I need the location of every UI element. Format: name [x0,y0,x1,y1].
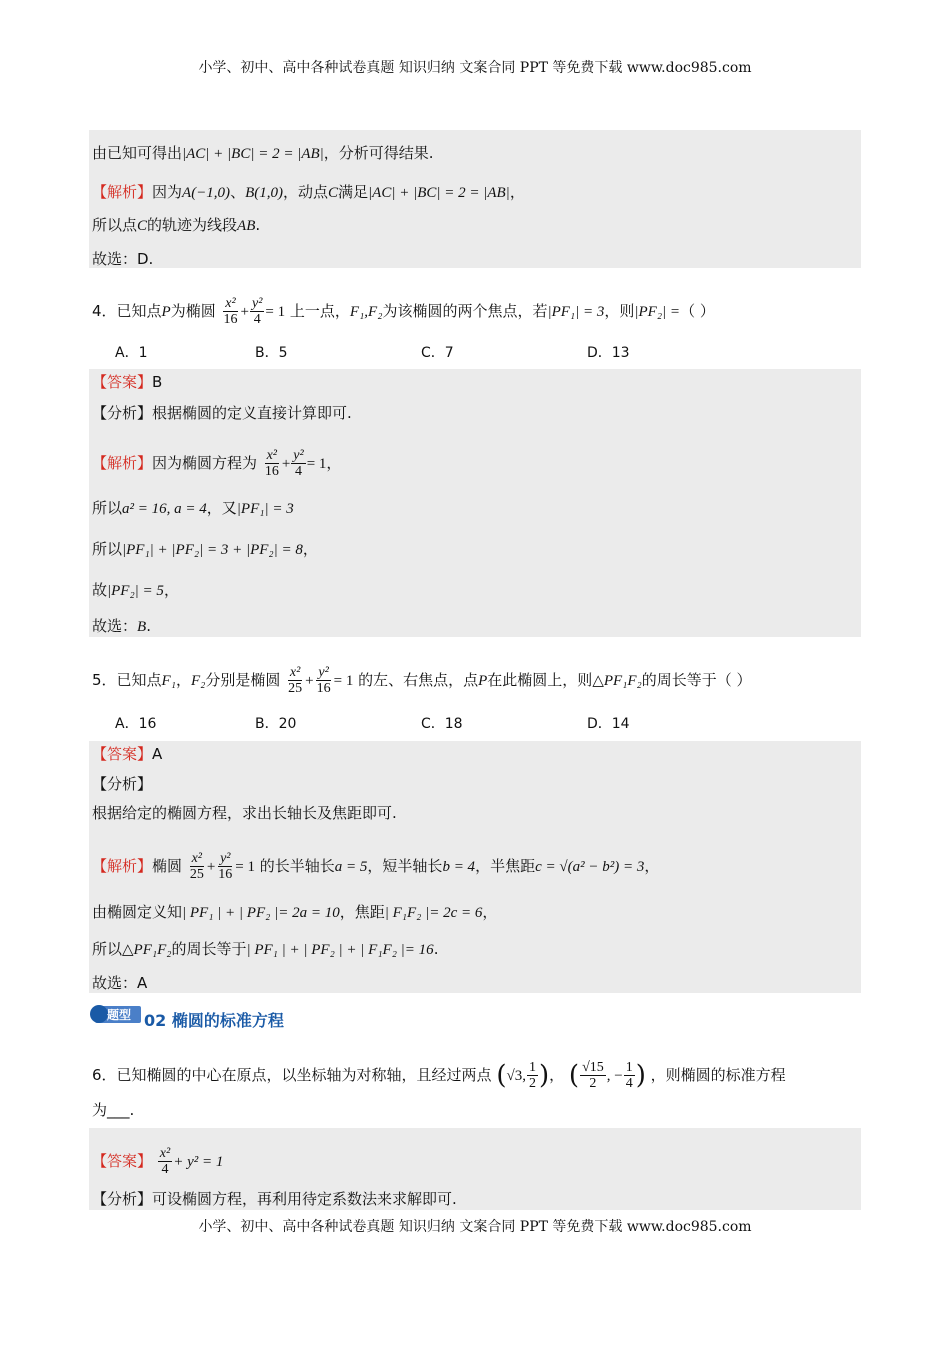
q6-stem-line1: 6．已知椭圆的中心在原点，以坐标轴为对称轴，且经过两点 (√3, $\frac{1}{2}$ )， ( $\frac{√15}{2}$ , − $\frac{1}{4}$ ) ，则椭圆的标准方程 [92,1060,786,1091]
q4-jiexi-line3: 所以|PF₁| + |PF₂| = 3 + |PF₂| = 8， [92,540,318,558]
answer-label: 【答案】 [92,373,153,391]
q5-stem: 5．已知点F₁，F₂分别是椭圆 $\frac{\text{x²}}{25}$ + $\frac{\text{y²}}{16}$ = 1 的左、右焦点，点P在此椭圆上，则△PF₁F₂的周长等于（ ） [92,665,752,696]
answer-label: 【答案】 [92,745,153,763]
q3-jiexi-line: 【解析】因为A(−1,0)、B(1,0)，动点C满足|AC| + |BC| = 2 = |AB|， [92,183,525,201]
q5-jiexi-line3: 所以△PF₁F₂的周长等于| PF₁ | + | PF₂ | + | F₁F₂ |= 16. [92,940,439,958]
q6-answer-line: 【答案】 $\frac{\text{x²}}{4}$ + y² = 1 [92,1146,224,1177]
fraction: $\frac{1}{2}$ [528,1060,536,1091]
q6-fenxi-line: 【分析】可设椭圆方程，再利用待定系数法来求解即可. [92,1190,457,1208]
fraction: $\frac{\text{x²}}{25}$ [288,665,303,696]
q4-option-a: A．1 [115,345,148,361]
q4-option-c: C．7 [421,345,454,361]
q3-answer-line: 故选：D. [92,250,154,268]
q3-analysis-line: 由已知可得出|AC| + |BC| = 2 = |AB|，分析可得结果. [92,144,434,162]
fraction: $\frac{\text{x²}}{25}$ [189,851,204,882]
q5-option-c: C．18 [421,716,463,732]
q5-fenxi-text: 根据给定的椭圆方程，求出长轴长及焦距即可. [92,804,397,822]
fraction: $\frac{\text{y²}}{16}$ [316,665,331,696]
q5-option-d: D．14 [587,716,630,732]
q4-jiexi-line4: 故|PF₂| = 5， [92,581,179,599]
q5-jiexi-line2: 由椭圆定义知| PF₁ | + | PF₂ |= 2a = 10，焦距| F₁F₂ |= 2c = 6， [92,903,498,921]
q4-jiexi-line1: 【解析】因为椭圆方程为 $\frac{\text{x²}}{16}$ + $\frac{\text{y²}}{4}$ = 1， [92,448,342,479]
answer-label: 【答案】 [92,1152,153,1170]
jiexi-label: 【解析】 [92,857,153,875]
fraction: $\frac{√15}{2}$ [582,1060,604,1091]
q5-jiexi-line1: 【解析】椭圆 $\frac{\text{x²}}{25}$ + $\frac{\text{y²}}{16}$ = 1 的长半轴长a = 5，短半轴长b = 4，半焦距c = √(a² − b²) = 3， [92,851,660,882]
fenxi-label: 【分析】 [92,1190,153,1208]
q5-answer-choice: 故选：A [92,974,148,992]
page-footer: 小学、初中、高中各种试卷真题 知识归纳 文案合同 PPT 等免费下载 www.doc985.com [198,1219,752,1235]
q4-option-d: D．13 [587,345,630,361]
q5-option-b: B．20 [255,716,297,732]
q4-fenxi-line: 【分析】根据椭圆的定义直接计算即可. [92,404,352,422]
q5-option-a: A．16 [115,716,157,732]
jiexi-label: 【解析】 [92,454,153,472]
q6-stem-line2: 为___. [92,1101,135,1119]
q4-jiexi-line5: 故选：B. [92,617,151,635]
page-header: 小学、初中、高中各种试卷真题 知识归纳 文案合同 PPT 等免费下载 www.doc985.com [198,60,752,76]
fenxi-label: 【分析】 [92,404,153,422]
fraction: $\frac{1}{4}$ [625,1060,633,1091]
jiexi-label: 【解析】 [92,183,153,201]
q4-stem: 4．已知点P为椭圆 $\frac{\text{x²}}{16}$ + $\frac{\text{y²}}{4}$ = 1 上一点，F₁,F₂为该椭圆的两个焦点，若|PF₁| = 3，则|PF₂| =（ ） [92,296,715,327]
q4-answer-line: 【答案】B [92,373,163,391]
fraction: $\frac{\text{y²}}{4}$ [251,296,263,327]
fraction: $\frac{\text{x²}}{16}$ [223,296,238,327]
section-tag-icon [89,1003,143,1025]
fraction: $\frac{\text{y²}}{16}$ [218,851,233,882]
q5-fenxi-label: 【分析】 [92,775,153,793]
q3-conclusion-line: 所以点C的轨迹为线段AB. [92,216,261,234]
q5-answer-line: 【答案】A [92,745,163,763]
fraction: $\frac{\text{x²}}{16}$ [264,448,279,479]
q4-jiexi-line2: 所以a² = 16, a = 4，又|PF₁| = 3 [92,499,294,517]
section-tag-label: 题型 [107,1008,132,1022]
q4-option-b: B．5 [255,345,288,361]
fraction: $\frac{\text{y²}}{4}$ [293,448,304,479]
section-title: 02 椭圆的标准方程 [144,1011,284,1030]
fraction: $\frac{\text{x²}}{4}$ [159,1146,171,1177]
